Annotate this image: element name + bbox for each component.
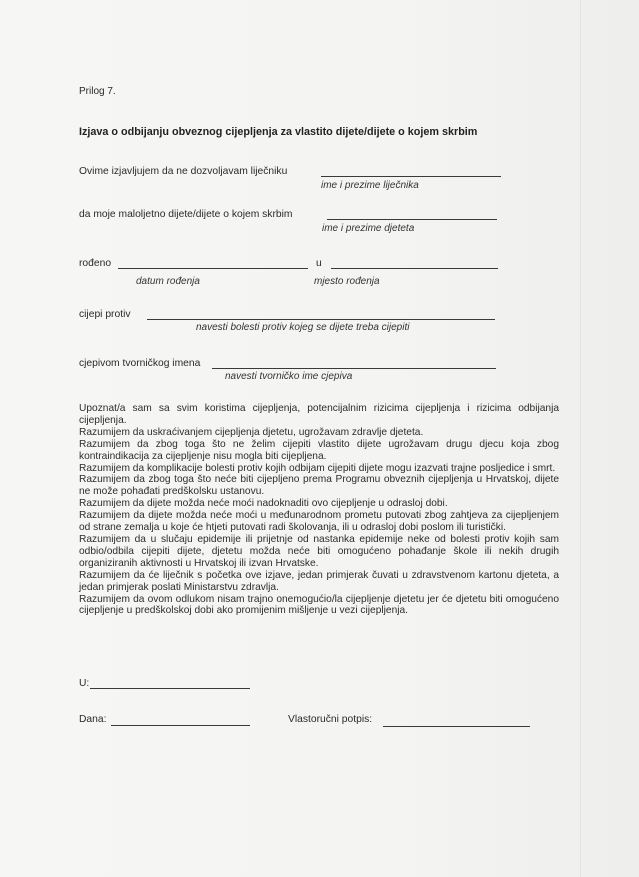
document-title: Izjava o odbijanju obveznog cijepljenja za vlastito dijete/dijete o kojem skrbim (79, 126, 478, 138)
vaccinate-caption: navesti bolesti protiv kojeg se dijete treba cijepiti (196, 322, 410, 333)
paper-fold-shadow (580, 0, 581, 877)
date-line[interactable] (111, 725, 250, 726)
place-line[interactable] (90, 688, 250, 689)
child-caption: ime i prezime djeteta (322, 223, 415, 234)
statements-block (79, 403, 559, 617)
date-of-birth-line[interactable] (118, 268, 308, 269)
in-label: u (316, 258, 322, 269)
statement: Razumijem da zbog toga što neće biti cijepljeno prema Programu obveznih cijepljenja u Hrvatskoj, dijete ne može pohađati predškolsku ustanovu. (79, 474, 559, 498)
signature-label: Vlastoručni potpis: (288, 714, 373, 725)
statement: Razumijem da komplikacije bolesti protiv kojih odbijam cijepiti dijete mogu izazvati trajne posljedice i smrt. (79, 462, 556, 474)
statement: Razumijem da dijete možda neće moći nadoknaditi ovo cijepljenje u odrasloj dobi. (79, 498, 448, 510)
vaccine-name-line[interactable] (212, 368, 496, 369)
statement: Razumijem da zbog toga što ne želim cijepiti vlastito dijete ugrožavam drugu djecu koja zbog kontraindikacija za cijepljenje nisu mogla biti cijepljena. (79, 438, 559, 462)
statement: Razumijem da u slučaju epidemije ili prijetnje od nastanka epidemije neke od bolesti protiv kojih sam odbio/odbila cijepiti dijete, djetetu možda neće biti omogućeno pohađanje škole ili nekih drugih organiziranih aktivnosti u Hrvatskoj ili izvan Hrvatske. (79, 533, 559, 569)
date-label: Dana: (79, 714, 107, 725)
doctor-name-line[interactable] (321, 176, 501, 177)
child-name-line[interactable] (327, 219, 497, 220)
statement: Razumijem da uskraćivanjem cijepljenja djetetu, ugrožavam zdravlje djeteta. (79, 426, 424, 438)
child-label: da moje maloljetno dijete/dijete o kojem skrbim (79, 209, 293, 220)
doctor-label: Ovime izjavljujem da ne dozvoljavam liječniku (79, 166, 288, 177)
diseases-line[interactable] (147, 319, 495, 320)
place-label: U: (79, 678, 90, 689)
statement: Razumijem da će liječnik s početka ove izjave, jedan primjerak čuvati u zdravstvenom kartonu djeteta, a jedan primjerak poslati Ministarstvu zdravlja. (79, 569, 559, 593)
statement: Upoznat/a sam sa svim koristima cijepljenja, potencijalnim rizicima cijepljenja i rizicima odbijanja cijepljenja. (79, 403, 559, 426)
trade-caption: navesti tvorničko ime cjepiva (225, 371, 353, 382)
statement: Razumijem da ovom odlukom nisam trajno onemogućio/la cijepljenje djetetu jer će djetetu biti omogućeno cijepljenje u predškolskoj dobi ako promijenim mišljenje u vezi cijepljenja. (79, 593, 559, 617)
born-label: rođeno (79, 258, 112, 269)
vaccinate-label: cijepi protiv (79, 309, 131, 320)
signature-line[interactable] (383, 726, 530, 727)
place-of-birth-line[interactable] (331, 268, 498, 269)
statement: Razumijem da dijete možda neće moći u međunarodnom prometu putovati zbog zahtjeva za cijepljenjem od strane zemalja u koje će htjeti putovati radi školovanja, ili u odrasloj dobi poslom ili turistički. (79, 510, 559, 534)
dob-caption: datum rođenja (136, 276, 200, 287)
trade-label: cjepivom tvorničkog imena (79, 358, 201, 369)
doctor-caption: ime i prezime liječnika (321, 180, 419, 191)
pob-caption: mjesto rođenja (314, 276, 380, 287)
annex-label: Prilog 7. (79, 86, 116, 97)
